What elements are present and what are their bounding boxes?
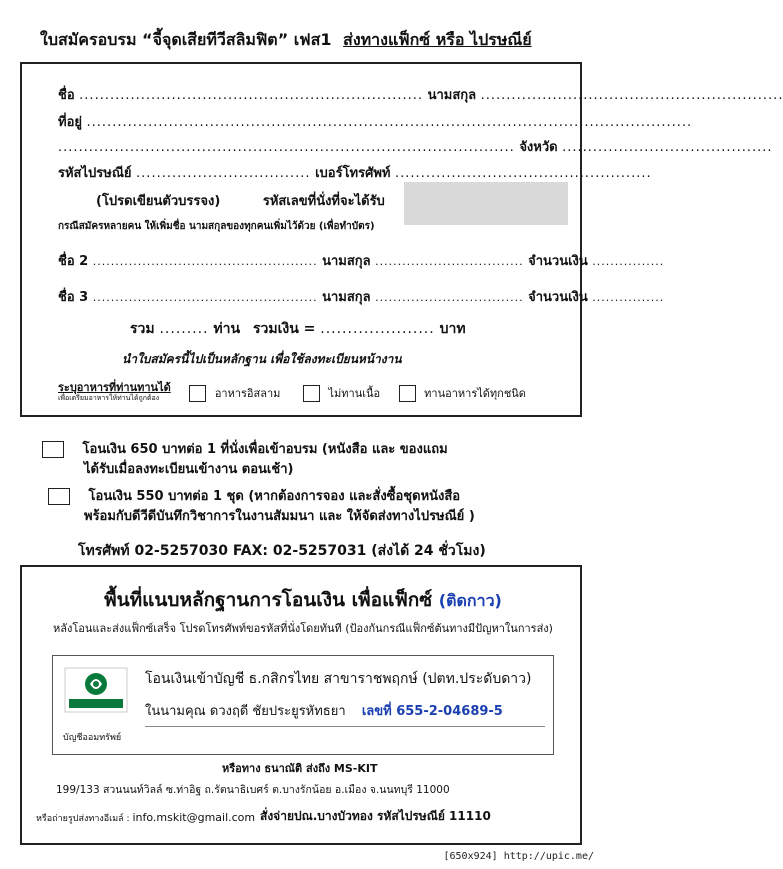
amount3-label: จำนวนเงิน xyxy=(528,290,588,305)
slip-subtitle: หลังโอนและส่งแฟ็กซ์เสร็จ โปรดโทรศัพท์ขอรหัสที่นั่งโดยทันที (ป้องกันกรณีแฟ็กซ์ต้นทางมีปัญหาในการส่ง) xyxy=(53,622,553,635)
payment-option-1-checkbox[interactable] xyxy=(42,441,64,458)
surname2-label: นามสกุล xyxy=(322,254,371,269)
payment-option-1-line2: ได้รับเมื่อลงทะเบียนเข้างาน ตอนเช้า) xyxy=(84,462,294,477)
surname2-field[interactable]: ................................. xyxy=(375,255,524,268)
email-address[interactable]: info.mskit@gmail.com xyxy=(132,811,256,824)
post-office-note: สั่งจ่ายปณ.บางบัวทอง รหัสไปรษณีย์ 11110 xyxy=(260,809,491,823)
postcode-field[interactable]: .................................. xyxy=(136,166,311,181)
food-option-no-beef-checkbox[interactable] xyxy=(303,385,320,402)
food-sub: เพื่อเตรียมอาหารให้ท่านได้ถูกต้อง xyxy=(58,394,160,402)
surname-field[interactable]: ........................................................... xyxy=(480,88,783,103)
food-option-islam-checkbox[interactable] xyxy=(189,385,206,402)
contact-row xyxy=(58,162,652,183)
print-note: (โปรดเขียนตัวบรรจง) xyxy=(96,194,221,209)
bank-divider xyxy=(145,726,545,727)
address-field-2[interactable]: ......................................................................................... xyxy=(58,140,515,155)
name-field[interactable]: ................................................................... xyxy=(79,88,424,103)
account-holder: ในนามคุณ ดวงฤดี ชัยประยูรหัทธยา xyxy=(145,704,346,719)
phone-field[interactable]: .................................................. xyxy=(395,166,652,181)
food-option-all-label: ทานอาหารได้ทุกชนิด xyxy=(424,386,526,400)
transfer-slip-area xyxy=(20,565,582,845)
bank-line2 xyxy=(145,700,503,721)
slip-title xyxy=(22,585,584,615)
form-title-delivery: ส่งทางแฟ็กซ์ หรือ ไปรษณีย์ xyxy=(343,30,532,49)
name3-label: ชื่อ 3 xyxy=(58,290,89,305)
baht-label: บาท xyxy=(439,321,466,337)
payment-option-1-line1: โอนเงิน 650 บาทต่อ 1 ที่นั่งเพื่อเข้าอบรม (หนังสือ และ ของแถม xyxy=(82,442,448,457)
seat-label: รหัสเลขที่นั่งที่จะได้รับ xyxy=(262,194,385,209)
image-credit: [650x924] http://upic.me/ xyxy=(443,851,594,862)
account-number: เลขที่ 655-2-04689-5 xyxy=(361,704,503,719)
print-note-row xyxy=(96,190,385,211)
address-field[interactable]: ...................................................................................................................... xyxy=(86,115,693,130)
applicant2-row xyxy=(58,250,664,271)
payment-option-1 xyxy=(42,438,448,459)
name-row xyxy=(58,84,783,105)
form-title-main: ใบสมัครอบรม “จี้จุดเสียทีวีสลิมฟิต” เฟส1 xyxy=(40,30,332,49)
food-label: ระบุอาหารที่ท่านทานได้ xyxy=(58,381,171,394)
payment-option-2-checkbox[interactable] xyxy=(48,488,70,505)
name2-label: ชื่อ 2 xyxy=(58,254,89,269)
evidence-note: นำใบสมัครนี้ไปเป็นหลักฐาน เพื่อใช้ลงทะเบียนหน้างาน xyxy=(122,352,402,366)
amount2-field[interactable]: ................ xyxy=(592,255,665,268)
amount3-field[interactable]: ................ xyxy=(592,291,665,304)
phone-label: เบอร์โทรศัพท์ xyxy=(315,166,391,181)
amount2-label: จำนวนเงิน xyxy=(528,254,588,269)
applicant3-row xyxy=(58,286,664,307)
payment-option-2 xyxy=(48,485,460,506)
food-row xyxy=(58,382,526,404)
address-label: ที่อยู่ xyxy=(58,115,82,130)
payment-option-2-line2: พร้อมกับดีวีดีบันทึกวิชาการในงานสัมมนา และ ให้จัดส่งทางไปรษณีย์ ) xyxy=(84,509,475,524)
surname-label: นามสกุล xyxy=(427,88,477,103)
postcode-label: รหัสไปรษณีย์ xyxy=(58,166,132,181)
persons-field[interactable]: ......... xyxy=(159,321,209,337)
email-row xyxy=(36,811,255,825)
email-label: หรือถ่ายรูปส่งทางอีเมล์ : xyxy=(36,814,130,824)
name-label: ชื่อ xyxy=(58,88,75,103)
money-order-note: หรือทาง ธนาณัติ ส่งถึง MS-KIT xyxy=(222,762,378,775)
payment-option-2-line1: โอนเงิน 550 บาทต่อ 1 ชุด (หากต้องการจอง และสั่งซื้อชุดหนังสือ xyxy=(88,489,461,504)
bank-line1: โอนเงินเข้าบัญชี ธ.กสิกรไทย สาขาราชพฤกษ์ (ปตท.ประดับดาว) xyxy=(145,671,532,687)
registration-form xyxy=(20,62,783,417)
name3-field[interactable]: .................................................. xyxy=(92,291,318,304)
province-label: จังหวัด xyxy=(519,140,558,155)
surname3-label: นามสกุล xyxy=(322,290,371,305)
contact-phone: โทรศัพท์ 02-5257030 FAX: 02-5257031 (ส่งได้ 24 ชั่วโมง) xyxy=(78,543,486,559)
slip-title-text: พื้นที่แนบหลักฐานการโอนเงิน เพื่อแฟ็กซ์ xyxy=(104,589,433,611)
form-title xyxy=(40,28,565,53)
slip-title-note: (ติดกาว) xyxy=(438,591,502,610)
food-option-no-beef-label: ไม่ทานเนื้อ xyxy=(328,386,381,400)
multi-applicant-note: กรณีสมัครหลายคน ให้เพิ่มชื่อ นามสกุลของทุกคนเพิ่มไว้ด้วย (เพื่อทำบัตร) xyxy=(58,221,375,232)
province-row xyxy=(58,136,773,157)
seat-code-box xyxy=(404,182,568,225)
food-option-all-checkbox[interactable] xyxy=(399,385,416,402)
total-money-field[interactable]: ..................... xyxy=(320,321,435,337)
address-row xyxy=(58,111,692,132)
bank-info-box xyxy=(52,655,554,755)
postal-address: 199/133 สวนนนท์วิลล์ ซ.ท่าอิฐ ถ.รัตนาธิเบศร์ ต.บางรักน้อย อ.เมือง จ.นนทบุรี 11000 xyxy=(56,784,450,796)
name2-field[interactable]: .................................................. xyxy=(92,255,318,268)
province-field[interactable]: ......................................... xyxy=(562,140,773,155)
surname3-field[interactable]: ................................. xyxy=(375,291,524,304)
total-row xyxy=(130,318,466,340)
total-money-label: รวมเงิน = xyxy=(252,321,316,337)
kasikorn-logo xyxy=(65,668,127,712)
account-type: บัญชีออมทรัพย์ xyxy=(63,733,122,743)
total-label: รวม xyxy=(130,321,155,337)
persons-label: ท่าน xyxy=(213,321,241,337)
food-option-islam-label: อาหารอิสลาม xyxy=(214,386,281,400)
